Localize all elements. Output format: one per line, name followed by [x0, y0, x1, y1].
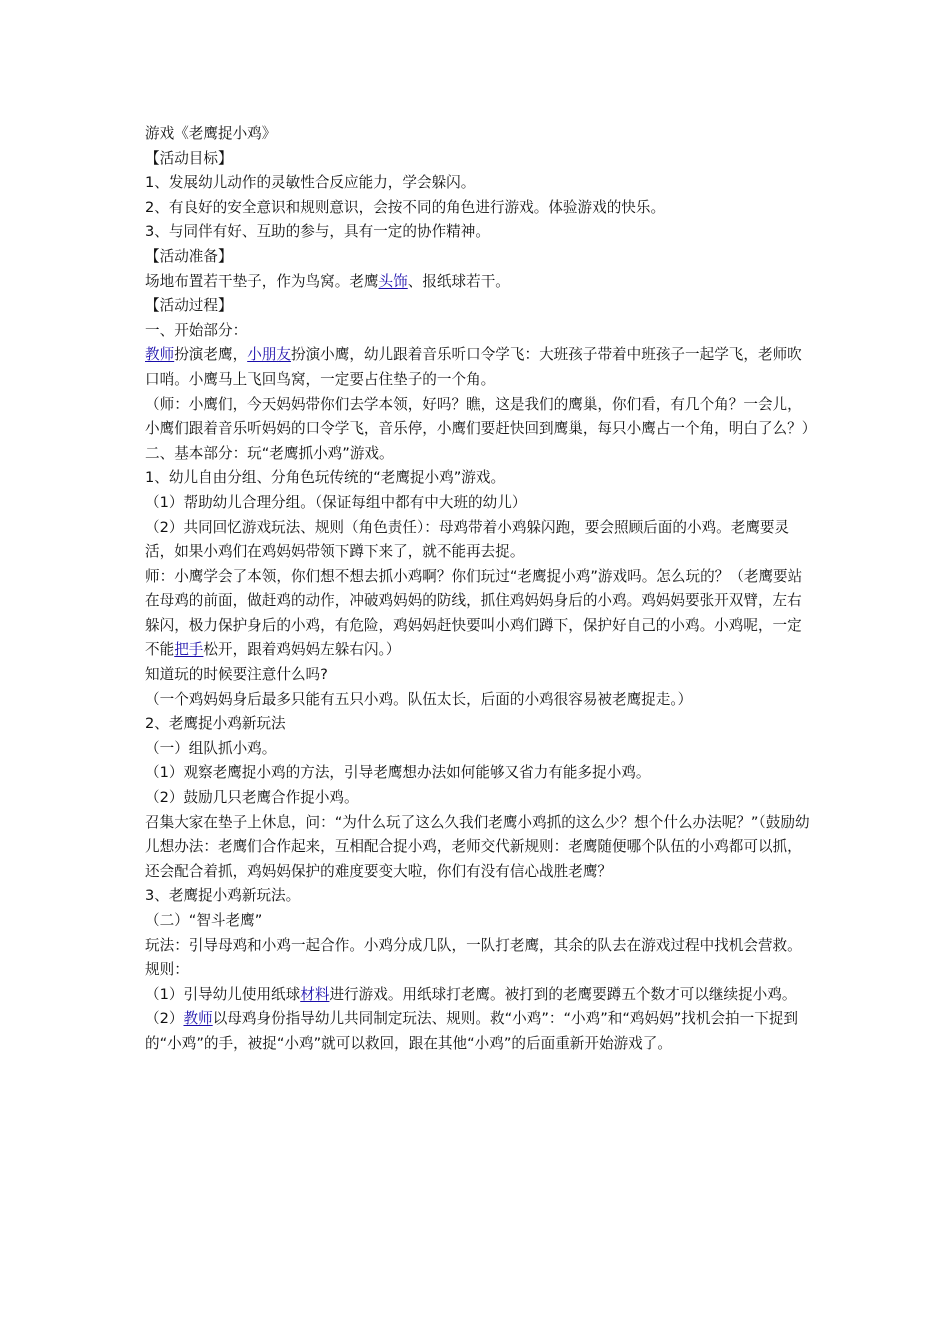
teacher-link-2[interactable]: 教师	[183, 1010, 213, 1028]
part2-heading: 二、基本部分：玩“老鹰抓小鸡”游戏。	[145, 444, 394, 462]
part2-step-3-a: （二）“智斗老鹰”	[145, 912, 263, 929]
part2-gather: 召集大家在垫子上休息，问：“为什么玩了这么久我们老鹰小鸡抓的这么少？想个什么办法呢？”（鼓励幼儿想办法：老鹰们合作起来，互相配合捉小鸡，老师交代新规则：老鹰随便哪个队伍的小鸡都可以抓，还会配合着抓，鸡妈妈保护的难度要变大啦，你们有没有信心战胜老鹰？	[145, 813, 810, 880]
prep-text-b: 、报纸球若干。	[407, 272, 510, 290]
material-link[interactable]: 材料	[300, 985, 330, 1003]
teacher-link[interactable]: 教师	[145, 346, 175, 364]
part2-step-1-1: （1）帮助幼儿合理分组。（保证每组中都有中大班的幼儿）	[145, 493, 527, 511]
part2-step-1: 1、幼儿自由分组、分角色玩传统的“老鹰捉小鸡”游戏。	[145, 469, 506, 487]
part1-paragraph	[145, 343, 815, 392]
part2-step-3: 3、老鹰捉小鸡新玩法。	[145, 887, 301, 905]
part2-answer: （一个鸡妈妈身后最多只能有五只小鸡。队伍太长，后面的小鸡很容易被老鹰捉走。）	[145, 690, 693, 708]
headdress-link[interactable]: 头饰	[378, 272, 408, 290]
prep-paragraph	[145, 270, 815, 295]
part2-step-2: 2、老鹰捉小鸡新玩法	[145, 715, 286, 733]
part2-teacher-text-b: 松开，跟着鸡妈妈左躲右闪。）	[203, 641, 401, 659]
part2-play: 玩法：引导母鸡和小鸡一起合作。小鸡分成几队，一队打老鹰，其余的队去在游戏过程中找机会营救。	[145, 936, 802, 954]
children-link[interactable]: 小朋友	[247, 346, 291, 364]
part2-step-2-a: （一）组队抓小鸡。	[145, 739, 277, 757]
prep-heading: 【活动准备】	[145, 247, 233, 265]
goal-1: 1、发展幼儿动作的灵敏性合反应能力，学会躲闪。	[145, 174, 476, 192]
part1-text-a: 扮演老鹰，	[174, 346, 248, 364]
part1-text-b: 扮演小鹰，幼儿跟着音乐听口令学飞：大班孩子带着中班孩子一起学飞，老师吹口哨。小鹰马上飞回鸟窝，一定要占住垫子的一个角。	[145, 346, 802, 388]
part2-teacher-text-a: 师：小鹰学会了本领，你们想不想去抓小鸡啊？你们玩过“老鹰捉小鸡”游戏吗。怎么玩的？（老鹰要站在母鸡的前面，做赶鸡的动作，冲破鸡妈妈的防线，抓住鸡妈妈身后的小鸡。鸡妈妈要张开双臂，左右躲闪，极力保护身后的小鸡，有危险，鸡妈妈赶快要叫小鸡们蹲下，保护好自己的小鸡。小鸡呢，一定不能	[145, 567, 803, 659]
part1-heading: 一、开始部分：	[145, 321, 248, 339]
rule-2-text-a: （2）	[145, 1010, 184, 1028]
part2-rules-heading: 规则：	[145, 961, 189, 979]
part2-step-2-2: （2）鼓励几只老鹰合作捉小鸡。	[145, 789, 359, 807]
process-heading: 【活动过程】	[145, 297, 233, 315]
part2-step-1-2: （2）共同回忆游戏玩法、规则（角色责任）：母鸡带着小鸡躲闪跑，要会照顾后面的小鸡。老鹰要灵活，如果小鸡们在鸡妈妈带领下蹲下来了，就不能再去捉。	[145, 518, 790, 561]
part2-question: 知道玩的时候要注意什么吗?	[145, 666, 328, 684]
goal-3: 3、与同伴有好、互助的参与，具有一定的协作精神。	[145, 223, 490, 241]
hand-link[interactable]: 把手	[174, 641, 204, 659]
rule-2-text-b: 以母鸡身份指导幼儿共同制定玩法、规则。救“小鸡”：“小鸡”和“鸡妈妈”找机会拍一下捉到的“小鸡”的手，被捉“小鸡”就可以救回，跟在其他“小鸡”的后面重新开始游戏了。	[145, 1010, 799, 1052]
part1-teacher-dialogue: （师：小鹰们，今天妈妈带你们去学本领，好吗？瞧，这是我们的鹰巢，你们看，有几个角？一会儿，小鹰们跟着音乐听妈妈的口令学飞，音乐停，小鹰们要赶快回到鹰巢，每只小鹰占一个角，明白了么？）	[145, 395, 817, 438]
part2-rule-1	[145, 983, 815, 1008]
part2-step-2-1: （1）观察老鹰捉小鸡的方法，引导老鹰想办法如何能够又省力有能多捉小鸡。	[145, 764, 651, 782]
rule-1-text-a: （1）引导幼儿使用纸球	[145, 985, 301, 1003]
document-body	[145, 122, 815, 1057]
document-title: 游戏《老鹰捉小鸡》	[145, 125, 277, 142]
goals-heading: 【活动目标】	[145, 149, 233, 167]
part2-teacher-dialogue	[145, 565, 815, 663]
prep-text-a: 场地布置若干垫子，作为鸟窝。老鹰	[145, 272, 379, 290]
goal-2: 2、有良好的安全意识和规则意识，会按不同的角色进行游戏。体验游戏的快乐。	[145, 198, 666, 216]
rule-1-text-b: 进行游戏。用纸球打老鹰。被打到的老鹰要蹲五个数才可以继续捉小鸡。	[329, 985, 797, 1003]
part2-rule-2	[145, 1007, 815, 1056]
